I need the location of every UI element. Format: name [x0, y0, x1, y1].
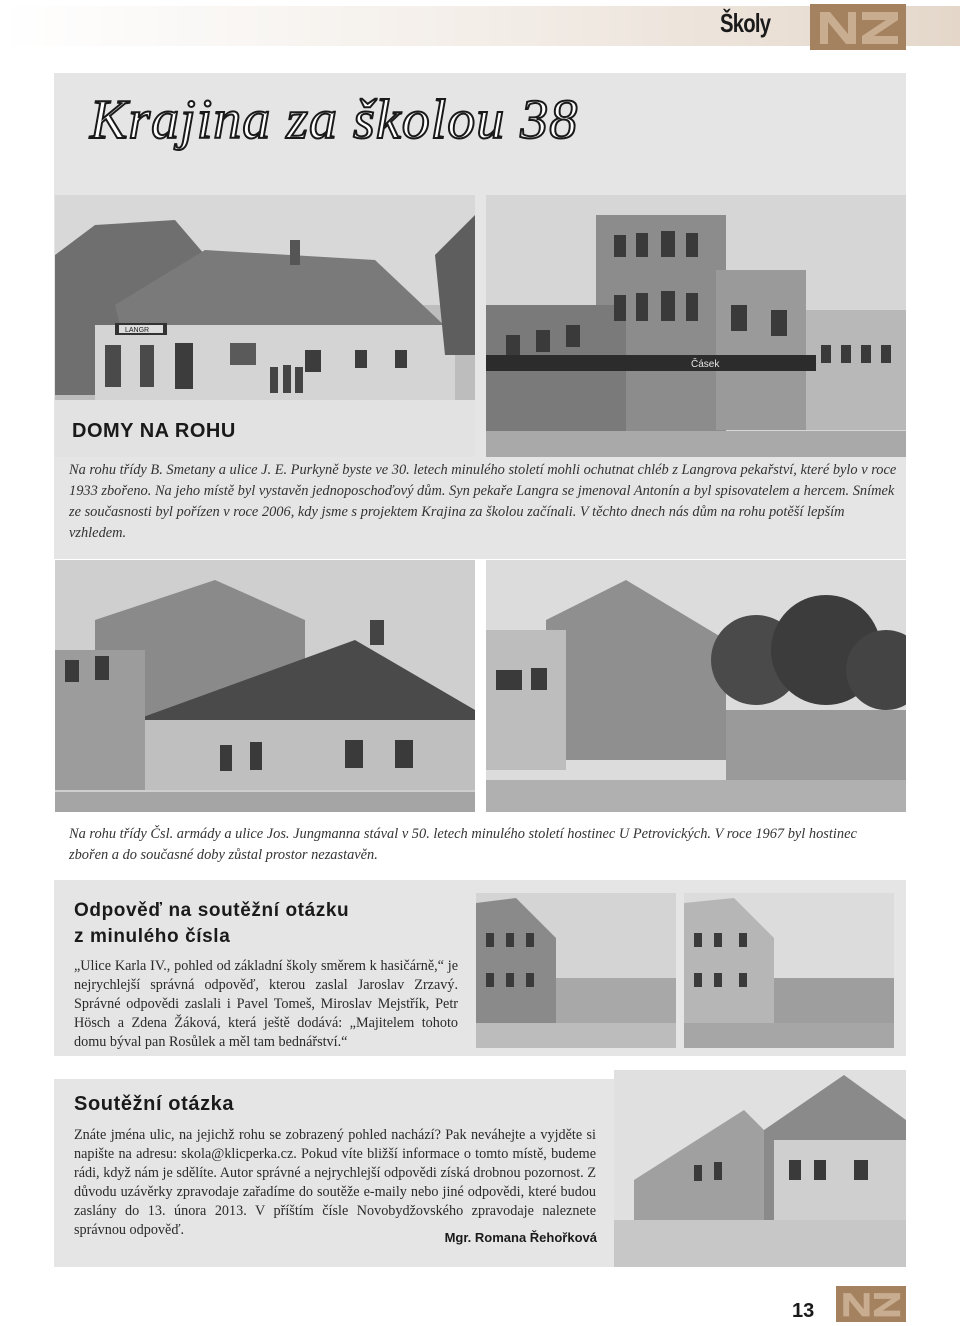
nz-logo-footer-icon	[836, 1286, 906, 1322]
nz-logo	[810, 4, 906, 50]
answer-heading	[74, 898, 434, 952]
answer-text: „Ulice Karla IV., pohled od základní školy směrem k hasičárně,“ je nejrychlejší správná odpověď, kterou zaslal Jaroslav Zrzavý. Správné odpovědi zaslali i Pavel Tomeš, Miroslav Mejstřík, Petr Hösch a Zdena Žáková, která ještě dodává: „Majitelem tohoto domu býval pan Rosůlek a měl tam bednářství.“	[74, 958, 458, 1050]
answer-photo-old-image	[476, 893, 676, 1048]
answer-heading-line1: Odpověď na soutěžní otázku	[74, 900, 350, 921]
empty-lot-photo	[486, 560, 906, 812]
quiz-text: Znáte jména ulic, na jejichž rohu se zobrazený pohled nachází? Pak neváhejte a vyjděte si napište na adresu: skola@klicperka.cz. Pokud víte bližší informace o tomto místě, budeme rádi, když nám je sdělíte. Autor správné a nejrychlejší odpovědi získá drobnou pozornost. Z důvodu uzávěrky zpravodaje zařadíme do soutěže e-maily nebo jiné odpovědi, které budou zaslány do 13. února 2013. V příštím čísle Novobydžovského zpravodaje naleznete správnou odpověď.	[74, 1127, 596, 1238]
new-photo-sign: Čásek	[691, 359, 720, 370]
modern-corner-building-image	[486, 195, 906, 457]
page-title: Krajina za školou 38	[90, 89, 579, 151]
section2-text: Na rohu třídy Čsl. armády a ulice Jos. Jungmanna stával v 50. letech minulého století hostinec U Petrovických. V roce 1967 byl hostinec zbořen a do současné doby zůstal prostor nezastavěn.	[69, 826, 857, 863]
answer-photo-new	[684, 893, 894, 1048]
answer-heading-line2: z minulého čísla	[74, 926, 231, 947]
answer-photo-old	[476, 893, 676, 1048]
quiz-heading: Soutěžní otázka	[74, 1093, 235, 1115]
nz-logo-icon	[810, 4, 906, 50]
old-inn-photo	[55, 560, 475, 812]
empty-lot-image	[486, 560, 906, 812]
old-photo-sign: LANGR	[125, 327, 150, 334]
old-corner-house-photo	[55, 195, 475, 457]
old-inn-image	[55, 560, 475, 812]
nz-logo-footer	[836, 1286, 906, 1322]
old-corner-house-image	[55, 195, 475, 457]
modern-corner-building-photo	[486, 195, 906, 457]
quiz-photo	[614, 1070, 906, 1267]
answer-photo-new-image	[684, 893, 894, 1048]
section1-text: Na rohu třídy B. Smetany a ulice J. E. Purkyně byste ve 30. letech minulého století mohli ochutnat chléb z Langrova pekařství, které bylo v roce 1933 zbořeno. Na jeho místě byl vystavěn jednoposchoďový dům. Syn pekaře Langra se jmenoval Antonín a byl spisovatelem a hercem. Snímek ze současnosti byl pořízen v roce 2006, kdy jsme s projektem Krajina za školou začínali. V těchto dnech nás dům na rohu potěší lepším vzhledem.	[69, 462, 897, 541]
page-number: 13	[792, 1300, 815, 1322]
section1-heading: DOMY NA ROHU	[72, 420, 236, 442]
section-label: Školy	[720, 8, 771, 38]
quiz-photo-image	[614, 1070, 906, 1267]
author: Mgr. Romana Řehořková	[444, 1230, 597, 1245]
